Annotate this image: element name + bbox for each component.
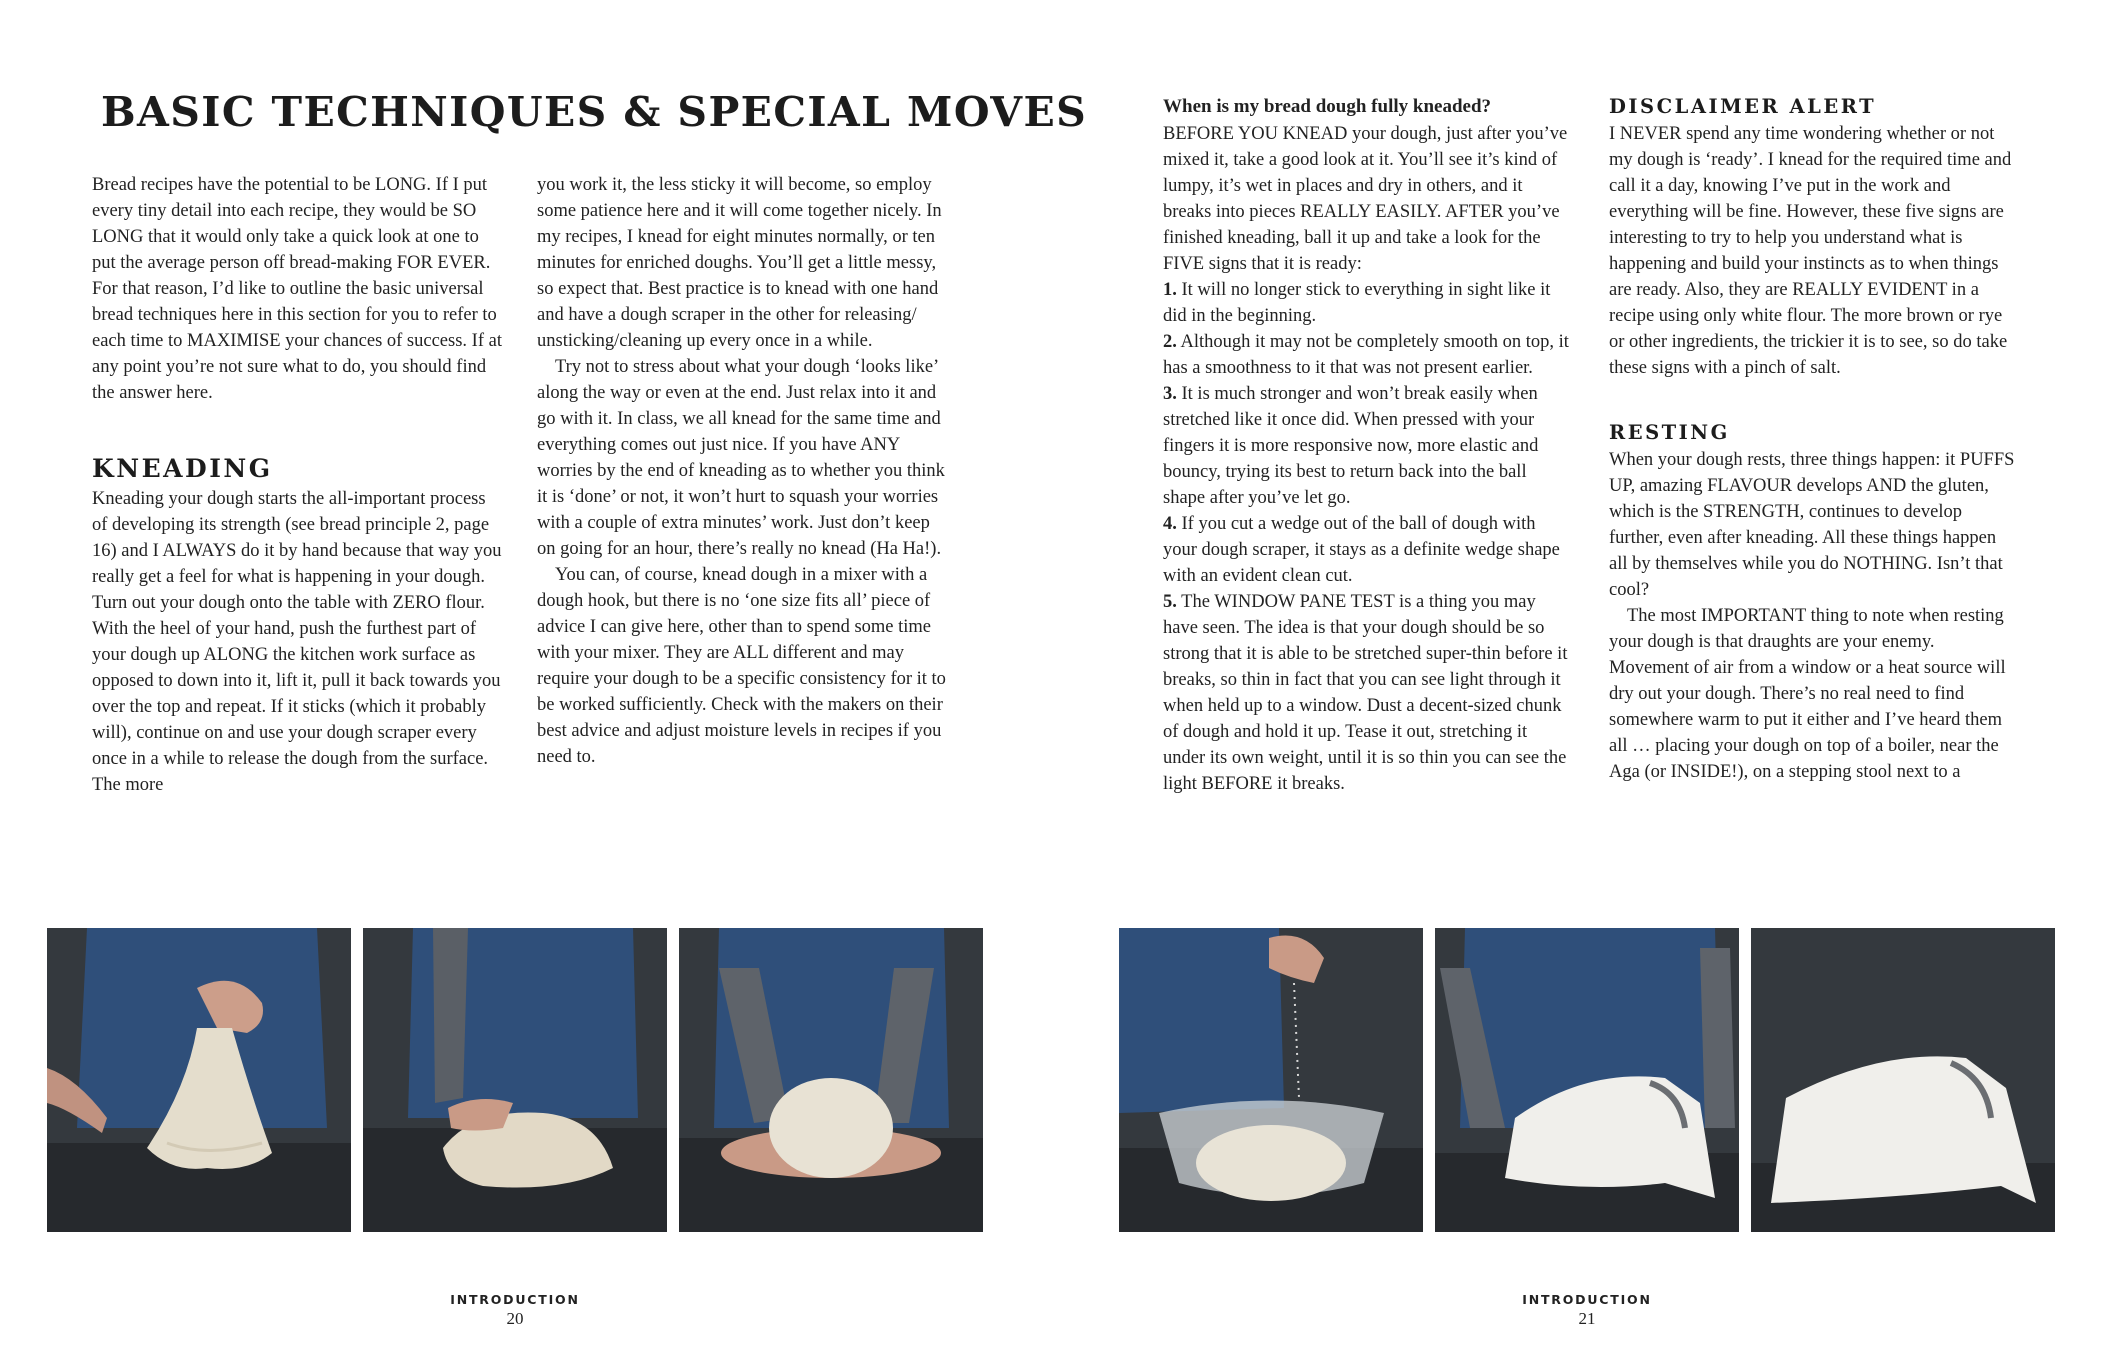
- resting-heading: RESTING: [1609, 421, 1730, 444]
- disclaimer-paragraph: I NEVER spend any time wondering whether or not my dough is ‘ready’. I knead for the required time and call it a day, knowing I’ve put in the work and everything will be fine. However, these five signs are interesting to try to help you understand what is happening and build your instincts as to when things are ready. Also, they are REALLY EVIDENT in a recipe using only white flour. The more brown or rye or other ingredients, the trickier it is to see, so do take these signs with a pinch of salt.: [1609, 124, 2012, 378]
- resting-photo-covered-bowl: [1751, 928, 2055, 1232]
- sign-number: 5.: [1163, 592, 1177, 612]
- page-number: 20: [506, 1309, 524, 1328]
- intro-paragraph: Bread recipes have the potential to be LONG. If I put every tiny detail into each recipe, they would be SO LONG that it would only take a quick look at one to put the average person off bread-making FOR EVER. For that reason, I’d like to outline the basic universal bread techniques here in this section for you to refer to each time to MAXIMISE your chances of success. If at any point you’re not sure what to do, you should find the answer here.: [92, 175, 502, 403]
- resting-photo-bowl-flour: [1119, 928, 1423, 1232]
- sign-text: The WINDOW PANE TEST is a thing you may have seen. The idea is that your dough should be so strong that it is able to be stretched super-thin before it breaks, so thin in fact that you can see light through it when held up to a window. Dust a decent-sized chunk of dough and hold it up. Tease it out, stretching it under its own weight, until it is so thin you can see the light BEFORE it breaks.: [1163, 592, 1568, 794]
- sign-number: 4.: [1163, 514, 1177, 534]
- kneading-photo-lift: [47, 928, 351, 1232]
- left-page-footer: [415, 1292, 615, 1329]
- kneading-continued-paragraph: you work it, the less sticky it will become, so employ some patience here and it will come together nicely. In my recipes, I knead for eight minutes normally, or ten minutes for enriched doughs. You’ll get a little messy, so expect that. Best practice is to knead with one hand and have a dough scraper in the other for releasing/ unsticking/cleaning up every once in a while.: [537, 175, 942, 351]
- kneading-heading: KNEADING: [92, 454, 273, 483]
- stress-paragraph: Try not to stress about what your dough ‘looks like’ along the way or even at the end. Just relax into it and go with it. In class, we all knead for the same time and everything comes out just nice. If you have ANY worries by the end of kneading as to whether you think it is ‘done’ or not, it won’t hurt to squash your worries with a couple of extra minutes’ work. Just don’t keep on going for an hour, there’s really no knead (Ha Ha!).: [537, 357, 945, 559]
- sign-text: Although it may not be completely smooth on top, it has a smoothness to it that was not present earlier.: [1163, 332, 1569, 378]
- page-title: BASIC TECHNIQUES & SPECIAL MOVES: [101, 88, 1088, 136]
- right-page-footer: [1487, 1292, 1687, 1329]
- page-number: 21: [1578, 1309, 1596, 1328]
- sign-number: 1.: [1163, 280, 1177, 300]
- sign-item: [1163, 511, 1572, 589]
- kneading-paragraph: Kneading your dough starts the all-important process of developing its strength (see bread principle 2, page 16) and I ALWAYS do it by hand because that way you really get a feel for what is happening in your dough. Turn out your dough onto the table with ZERO flour. With the heel of your hand, push the furthest part of your dough up ALONG the kitchen work surface as opposed to down into it, lift it, pull it back towards you over the top and repeat. If it sticks (which it probably will), continue on and use your dough scraper every once in a while to release the dough from the surface. The more: [92, 489, 502, 795]
- sign-item: [1163, 277, 1572, 329]
- right-column-2: [1609, 93, 2019, 785]
- sign-item: [1163, 329, 1572, 381]
- mixer-paragraph: You can, of course, knead dough in a mixer with a dough hook, but there is no ‘one size fits all’ piece of advice I can give here, other than to spend some time with your mixer. They are ALL different and may require your dough to be a specific consistency for it to be worked sufficiently. Check with the makers on their best advice and adjust moisture levels in recipes if you need to.: [537, 565, 946, 767]
- sign-text: If you cut a wedge out of the ball of dough with your dough scraper, it stays as a definite wedge shape with an evident clean cut.: [1163, 514, 1560, 586]
- left-column-2: [537, 172, 948, 770]
- before-knead-paragraph: BEFORE YOU KNEAD your dough, just after you’ve mixed it, take a good look at it. You’ll see it’s kind of lumpy, it’s wet in places and dry in others, and it breaks into pieces REALLY EASILY. AFTER you’ve finished kneading, ball it up and take a look for the FIVE signs that it is ready:: [1163, 124, 1568, 274]
- sign-text: It is much stronger and won’t break easily when stretched like it once did. When pressed with your fingers it is more responsive now, more elastic and bouncy, trying its best to return back into the ball shape after you’ve let go.: [1163, 384, 1539, 508]
- footer-section: INTRODUCTION: [1522, 1292, 1652, 1307]
- kneading-photo-ball: [679, 928, 983, 1232]
- right-column-1: [1163, 93, 1572, 797]
- fully-kneaded-heading: When is my bread dough fully kneaded?: [1163, 96, 1492, 117]
- left-column-1: [92, 172, 502, 798]
- resting-photo-cloth-cover: [1435, 928, 1739, 1232]
- sign-text: It will no longer stick to everything in sight like it did in the beginning.: [1163, 280, 1551, 326]
- sign-item: [1163, 381, 1572, 511]
- sign-number: 3.: [1163, 384, 1177, 404]
- draughts-paragraph: The most IMPORTANT thing to note when resting your dough is that draughts are your enemy. Movement of air from a window or a heat source will dry out your dough. There’s no real need to find somewhere warm to put it either and I’ve heard them all … placing your dough on top of a boiler, near the Aga (or INSIDE!), on a stepping stool next to a: [1609, 606, 2006, 782]
- kneading-photo-push: [363, 928, 667, 1232]
- resting-paragraph: When your dough rests, three things happen: it PUFFS UP, amazing FLAVOUR develops AND the gluten, which is the STRENGTH, continues to develop further, even after kneading. All these things happen all by themselves while you do NOTHING. Isn’t that cool?: [1609, 450, 2015, 600]
- footer-section: INTRODUCTION: [450, 1292, 580, 1307]
- disclaimer-heading: DISCLAIMER ALERT: [1609, 95, 1877, 118]
- sign-number: 2.: [1163, 332, 1177, 352]
- sign-item: [1163, 589, 1572, 797]
